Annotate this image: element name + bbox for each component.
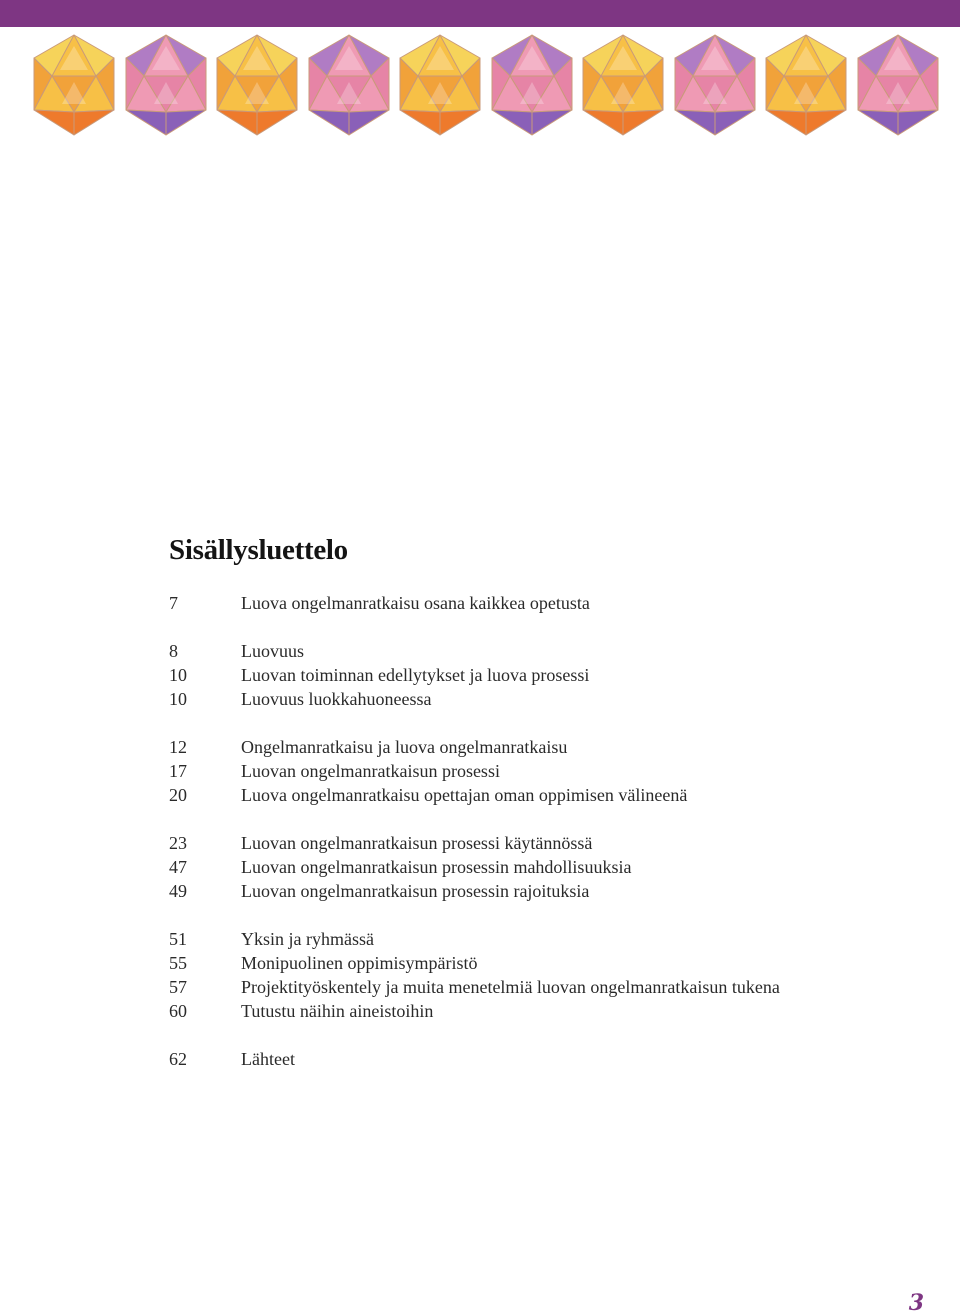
toc-page-number: 47 <box>169 857 187 877</box>
toc-entry <box>169 927 869 951</box>
toc-page-number: 12 <box>169 737 187 757</box>
toc-page-number: 10 <box>169 689 187 709</box>
toc-entry <box>169 663 869 687</box>
toc-entry-title: Luova ongelmanratkaisu opettajan oman oppimisen välineenä <box>241 785 688 805</box>
toc-page-number: 60 <box>169 1001 187 1021</box>
toc-entry-title: Luovan ongelmanratkaisun prosessi <box>241 761 500 781</box>
toc-entry <box>169 735 869 759</box>
toc-section <box>169 591 869 615</box>
toc-entry-title: Luovuus <box>241 641 304 661</box>
icosahedron-icon <box>671 32 759 138</box>
top-color-bar <box>0 0 960 27</box>
page-number: 3 <box>908 1290 924 1316</box>
toc-page-number: 49 <box>169 881 187 901</box>
toc-entry <box>169 1047 869 1071</box>
toc-entry-title: Luovan ongelmanratkaisun prosessin rajoituksia <box>241 881 590 901</box>
toc-page-number: 20 <box>169 785 187 805</box>
toc-entry-title: Luova ongelmanratkaisu osana kaikkea opetusta <box>241 593 590 613</box>
icosahedron-icon <box>396 32 484 138</box>
icosahedron-icon <box>213 32 301 138</box>
toc-entry <box>169 855 869 879</box>
toc-entry <box>169 975 869 999</box>
toc-entry-title: Luovan ongelmanratkaisun prosessi käytännössä <box>241 833 593 853</box>
icosahedron-icon <box>122 32 210 138</box>
toc-page-number: 23 <box>169 833 187 853</box>
toc-entry <box>169 951 869 975</box>
toc-entry-title: Ongelmanratkaisu ja luova ongelmanratkaisu <box>241 737 568 757</box>
toc-entry <box>169 591 869 615</box>
ornament-border <box>30 32 942 140</box>
toc-entry-title: Luovan ongelmanratkaisun prosessin mahdollisuuksia <box>241 857 632 877</box>
toc-page-number: 57 <box>169 977 187 997</box>
toc-page-number: 7 <box>169 593 178 613</box>
toc-page-number: 10 <box>169 665 187 685</box>
icosahedron-icon <box>305 32 393 138</box>
toc-entry <box>169 639 869 663</box>
toc-entry <box>169 831 869 855</box>
toc-page-number: 51 <box>169 929 187 949</box>
toc-entry <box>169 783 869 807</box>
table-of-contents <box>169 591 869 1095</box>
toc-section <box>169 1047 869 1071</box>
toc-entry-title: Luovuus luokkahuoneessa <box>241 689 432 709</box>
icosahedron-icon <box>488 32 576 138</box>
toc-entry-title: Monipuolinen oppimisympäristö <box>241 953 478 973</box>
toc-page-number: 8 <box>169 641 178 661</box>
toc-entry <box>169 879 869 903</box>
toc-page-number: 62 <box>169 1049 187 1069</box>
toc-section <box>169 735 869 807</box>
toc-page-number: 55 <box>169 953 187 973</box>
toc-section <box>169 639 869 711</box>
icosahedron-icon <box>762 32 850 138</box>
toc-entry-title: Luovan toiminnan edellytykset ja luova prosessi <box>241 665 590 685</box>
icosahedron-icon <box>854 32 942 138</box>
toc-section <box>169 927 869 1023</box>
toc-entry <box>169 999 869 1023</box>
page-title: Sisällysluettelo <box>169 534 348 566</box>
toc-entry <box>169 759 869 783</box>
toc-entry-title: Yksin ja ryhmässä <box>241 929 374 949</box>
toc-page-number: 17 <box>169 761 187 781</box>
toc-section <box>169 831 869 903</box>
toc-entry <box>169 687 869 711</box>
toc-entry-title: Projektityöskentely ja muita menetelmiä luovan ongelmanratkaisun tukena <box>241 977 780 997</box>
icosahedron-icon <box>30 32 118 138</box>
toc-entry-title: Tutustu näihin aineistoihin <box>241 1001 434 1021</box>
icosahedron-icon <box>579 32 667 138</box>
toc-entry-title: Lähteet <box>241 1049 295 1069</box>
